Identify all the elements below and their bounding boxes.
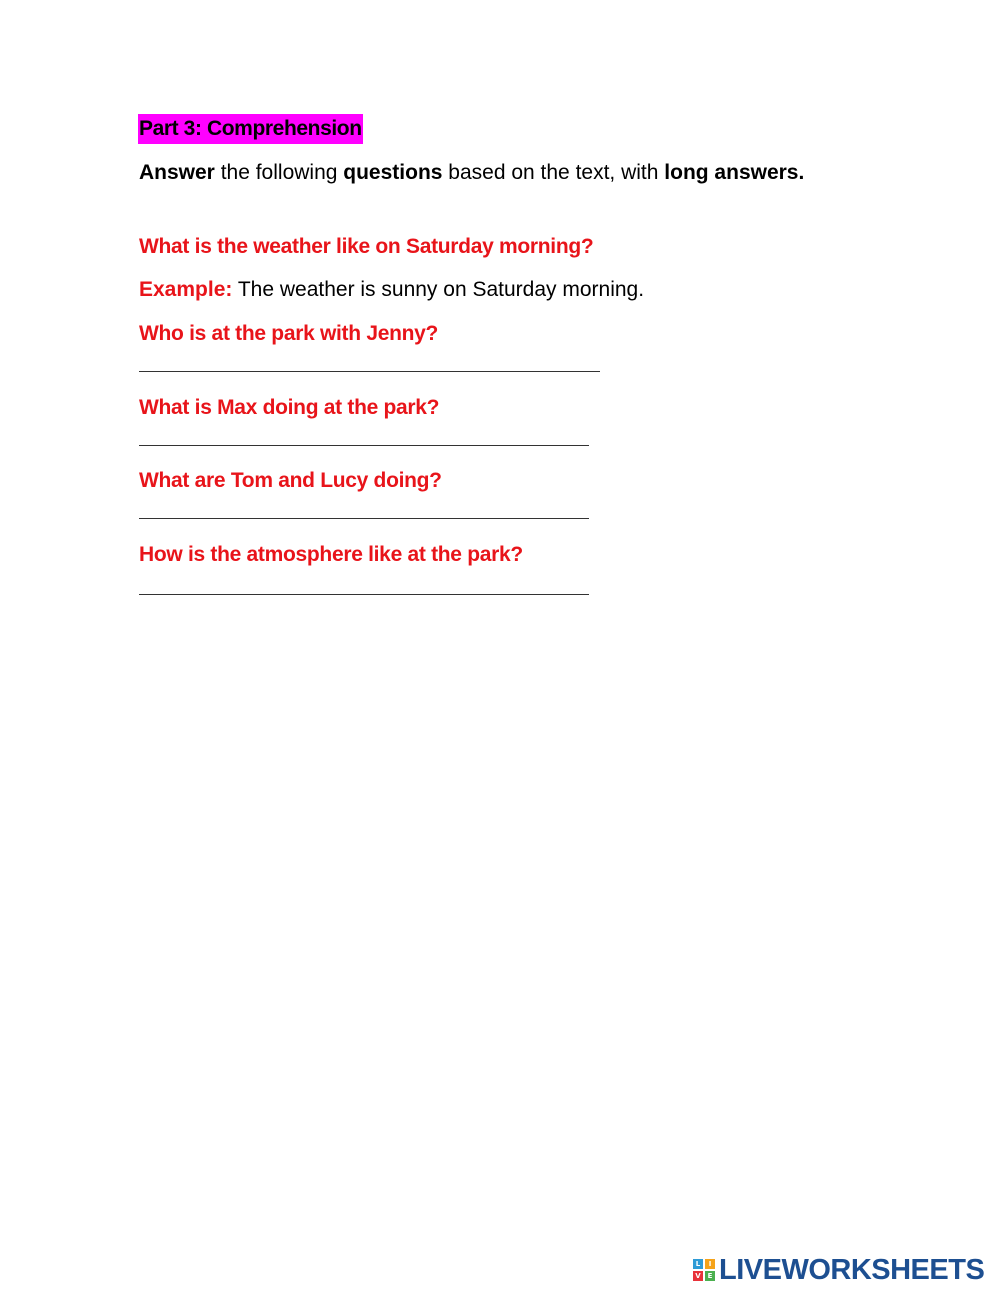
example-answer: [139, 276, 644, 304]
question-2: What is Max doing at the park?: [139, 396, 440, 419]
instruction-word-long-answers: long answers.: [664, 161, 805, 184]
section-title: Part 3: Comprehension: [138, 114, 363, 144]
instruction-word-questions: questions: [343, 161, 443, 184]
question-1: Who is at the park with Jenny?: [139, 322, 439, 345]
answer-line-3[interactable]: [139, 518, 589, 519]
answer-line-4[interactable]: [139, 594, 589, 595]
question-4: How is the atmosphere like at the park?: [139, 543, 523, 566]
instruction-word-answer: Answer: [139, 161, 215, 184]
logo-text: LIVEWORKSHEETS: [719, 1254, 985, 1286]
example-text: The weather is sunny on Saturday morning.: [232, 278, 645, 301]
example-question: What is the weather like on Saturday morning?: [139, 235, 594, 258]
logo-cell-i: I: [705, 1259, 715, 1269]
logo-cell-v: V: [693, 1271, 703, 1281]
liveworksheets-logo-icon: [693, 1259, 715, 1281]
answer-line-2[interactable]: [139, 445, 589, 446]
answer-line-1[interactable]: [139, 371, 600, 372]
instruction-text: based on the text, with: [442, 161, 665, 184]
example-label: Example:: [139, 278, 233, 301]
instruction-text: the following: [214, 161, 344, 184]
question-3: What are Tom and Lucy doing?: [139, 469, 442, 492]
liveworksheets-logo: [693, 1254, 984, 1286]
instructions: [139, 157, 839, 188]
logo-cell-l: L: [693, 1259, 703, 1269]
logo-cell-e: E: [705, 1271, 715, 1281]
